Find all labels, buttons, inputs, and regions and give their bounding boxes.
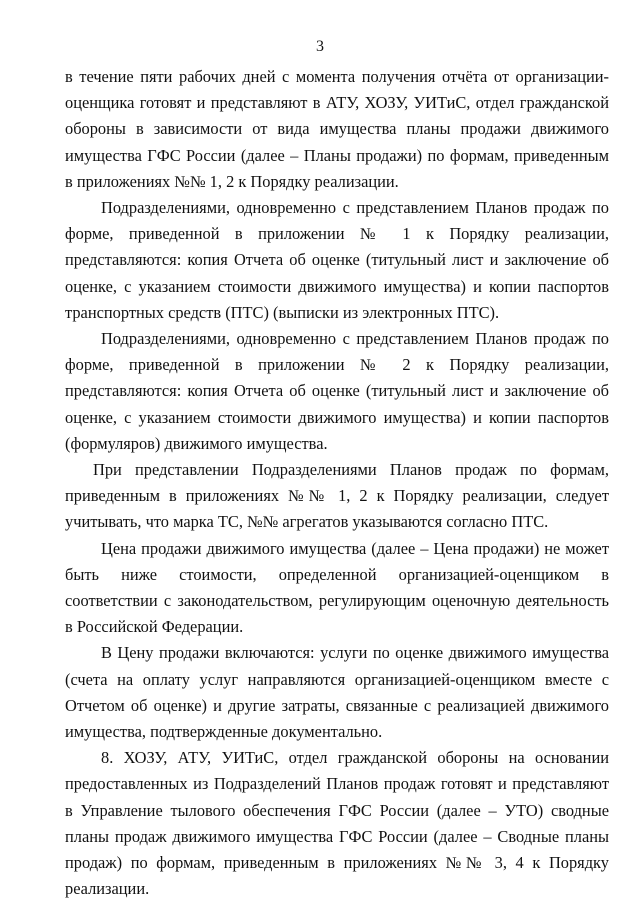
paragraph-sale-price: Цена продажи движимого имущества (далее – Цена продажи) не может быть ниже стоимости, определенной организацией-оценщиком в соответствии с законодательством, регулирующим оценочную деятельность в Российской Федерации. xyxy=(65,538,609,637)
paragraph-price-includes: В Цену продажи включаются: услуги по оценке движимого имущества (счета на оплату услуг направляются организацией-оценщиком вместе с Отчетом об оценке) и другие затраты, связанные с реализацией движимого имущества, подтвержденные документально. xyxy=(65,643,609,742)
paragraph-continuation: в течение пяти рабочих дней с момента получения отчёта от организации-оценщика готовят и представляют в АТУ, ХОЗУ, УИТиС, отдел гражданской обороны в зависимости от вида имущества планы продажи движимого имущества ГФС России (далее – Планы продажи) по формам, приведенным в приложениях №№ 1, 2 к Порядку реализации. xyxy=(65,67,609,191)
paragraph-appendix-2-documents: Подразделениями, одновременно с представлением Планов продаж по форме, приведенной в приложении № 2 к Порядку реализации, представляются: копия Отчета об оценке (титульный лист и заключение об оценке, с указанием стоимости движимого имущества) и копии паспортов (формуляров) движимого имущества. xyxy=(65,329,609,453)
paragraph-item-8: 8. ХОЗУ, АТУ, УИТиС, отдел гражданской обороны на основании предоставленных из Подразделений Планов продаж готовят и представляют в Управление тылового обеспечения ГФС России (далее – УТО) сводные планы продаж движимого имущества ГФС России (далее – Сводные планы продаж) по формам, приведенным в приложениях №№ 3, 4 к Порядку реализации. xyxy=(65,748,609,899)
document-body xyxy=(65,64,609,903)
paragraph-appendix-1-documents: Подразделениями, одновременно с представлением Планов продаж по форме, приведенной в приложении № 1 к Порядку реализации, представляются: копия Отчета об оценке (титульный лист и заключение об оценке, с указанием стоимости движимого имущества) и копии паспортов транспортных средств (ПТС) (выписки из электронных ПТС). xyxy=(65,198,609,322)
paragraph-vehicle-marks: При представлении Подразделениями Планов продаж по формам, приведенным в приложениях №№ 1, 2 к Порядку реализации, следует учитывать, что марка ТС, №№ агрегатов указываются согласно ПТС. xyxy=(65,460,609,532)
page-number: 3 xyxy=(316,38,324,55)
